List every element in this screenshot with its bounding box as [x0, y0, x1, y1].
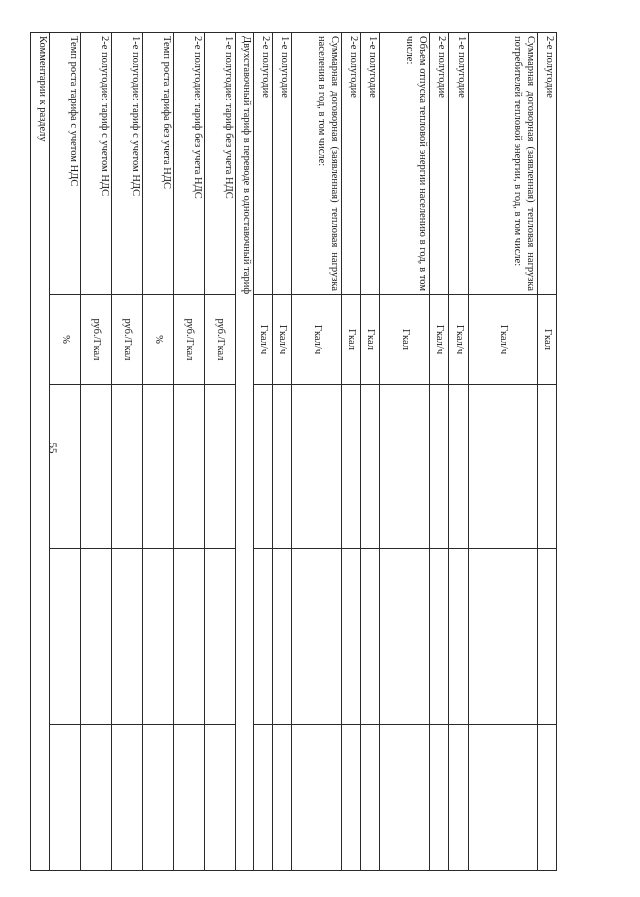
tariff-table — [30, 32, 557, 871]
table-row — [112, 33, 143, 871]
empty-value-cell — [112, 385, 143, 549]
table-row — [292, 33, 342, 871]
table-row — [236, 33, 254, 871]
row-unit-cell: руб./Гкал — [205, 295, 236, 385]
row-label-cell: 1-е полугодие — [361, 33, 380, 295]
table-row — [254, 33, 273, 871]
row-unit-cell: руб./Гкал — [174, 295, 205, 385]
table-row — [449, 33, 469, 871]
row-label-cell: 1-е полугодие — [449, 33, 469, 295]
row-label-cell: 2-е полугодие — [254, 33, 273, 295]
empty-value-cell — [538, 725, 557, 871]
empty-value-cell — [292, 549, 342, 725]
row-unit-cell: Гкал/ч — [449, 295, 469, 385]
row-unit-cell: Гкал — [380, 295, 430, 385]
empty-value-cell — [143, 725, 174, 871]
row-unit-cell: Гкал/ч — [469, 295, 538, 385]
empty-value-cell — [342, 385, 361, 549]
empty-value-cell — [342, 549, 361, 725]
empty-value-cell — [469, 725, 538, 871]
empty-value-cell — [380, 549, 430, 725]
empty-value-cell — [174, 725, 205, 871]
row-label-cell: 1-е полугодие: тариф с учетом НДС — [112, 33, 143, 295]
empty-value-cell — [81, 725, 112, 871]
row-label-cell: Суммарная договорная (заявленная) тепловая нагрузка населения в год, в том числе: — [292, 33, 342, 295]
row-label-cell: 1-е полугодие — [273, 33, 292, 295]
row-label-cell: Суммарная договорная (заявленная) тепловая нагрузка потребителей тепловой энергии, в год, в том числе: — [469, 33, 538, 295]
empty-value-cell — [292, 725, 342, 871]
empty-value-cell — [273, 549, 292, 725]
table-body — [31, 33, 557, 871]
empty-value-cell — [254, 549, 273, 725]
empty-value-cell — [205, 549, 236, 725]
empty-value-cell — [205, 385, 236, 549]
empty-value-cell — [254, 725, 273, 871]
empty-value-cell — [430, 725, 449, 871]
empty-value-cell — [449, 725, 469, 871]
table-row — [50, 33, 81, 871]
empty-value-cell — [430, 549, 449, 725]
empty-value-cell — [449, 385, 469, 549]
row-label-cell: 2-е полугодие: тариф без учета НДС — [174, 33, 205, 295]
empty-value-cell — [81, 385, 112, 549]
empty-value-cell — [81, 549, 112, 725]
section-header-cell: Комментарии к разделу — [31, 33, 50, 871]
row-unit-cell: Гкал — [538, 295, 557, 385]
row-unit-cell: % — [50, 295, 81, 385]
table-row — [380, 33, 430, 871]
empty-value-cell — [342, 725, 361, 871]
table-row — [361, 33, 380, 871]
row-label-cell: Объем отпуска тепловой энергии населению в год, в том числе: — [380, 33, 430, 295]
empty-value-cell — [469, 549, 538, 725]
empty-value-cell — [205, 725, 236, 871]
empty-value-cell — [273, 385, 292, 549]
row-unit-cell: % — [143, 295, 174, 385]
empty-value-cell — [174, 549, 205, 725]
row-unit-cell: Гкал/ч — [254, 295, 273, 385]
table-row — [31, 33, 50, 871]
row-unit-cell: руб./Гкал — [81, 295, 112, 385]
table-row — [143, 33, 174, 871]
empty-value-cell — [469, 385, 538, 549]
empty-value-cell — [538, 385, 557, 549]
row-label-cell: Темп роста тарифа без учета НДС — [143, 33, 174, 295]
row-unit-cell: руб./Гкал — [112, 295, 143, 385]
row-unit-cell: Гкал/ч — [273, 295, 292, 385]
empty-value-cell — [430, 385, 449, 549]
row-label-cell: 2-е полугодие: тариф с учетом НДС — [81, 33, 112, 295]
row-label-cell: 2-е полугодие — [342, 33, 361, 295]
empty-value-cell — [254, 385, 273, 549]
empty-value-cell — [50, 725, 81, 871]
empty-value-cell — [174, 385, 205, 549]
row-unit-cell: Гкал/ч — [292, 295, 342, 385]
table-row — [538, 33, 557, 871]
page-number: 55 — [46, 442, 59, 454]
empty-value-cell — [538, 549, 557, 725]
empty-value-cell — [112, 725, 143, 871]
empty-value-cell — [361, 725, 380, 871]
empty-value-cell — [273, 725, 292, 871]
empty-value-cell — [292, 385, 342, 549]
empty-value-cell — [449, 549, 469, 725]
empty-value-cell — [380, 725, 430, 871]
empty-value-cell — [112, 549, 143, 725]
row-label-cell: 2-е полугодие — [538, 33, 557, 295]
table-row — [342, 33, 361, 871]
table-row — [430, 33, 449, 871]
row-label-cell: Темп роста тарифа с учетом НДС — [50, 33, 81, 295]
empty-value-cell — [143, 549, 174, 725]
table-row — [174, 33, 205, 871]
row-unit-cell: Гкал/ч — [430, 295, 449, 385]
empty-value-cell — [361, 385, 380, 549]
table-row — [469, 33, 538, 871]
row-label-cell: 2-е полугодие — [430, 33, 449, 295]
table-row — [81, 33, 112, 871]
empty-value-cell — [50, 385, 81, 549]
empty-value-cell — [380, 385, 430, 549]
row-unit-cell: Гкал — [342, 295, 361, 385]
table-row — [273, 33, 292, 871]
row-unit-cell: Гкал — [361, 295, 380, 385]
table-row — [205, 33, 236, 871]
empty-value-cell — [143, 385, 174, 549]
empty-value-cell — [50, 549, 81, 725]
section-header-cell: Двухставочный тариф в переводе в одноставочный тариф — [236, 33, 254, 871]
row-label-cell: 1-е полугодие: тариф без учета НДС — [205, 33, 236, 295]
empty-value-cell — [361, 549, 380, 725]
